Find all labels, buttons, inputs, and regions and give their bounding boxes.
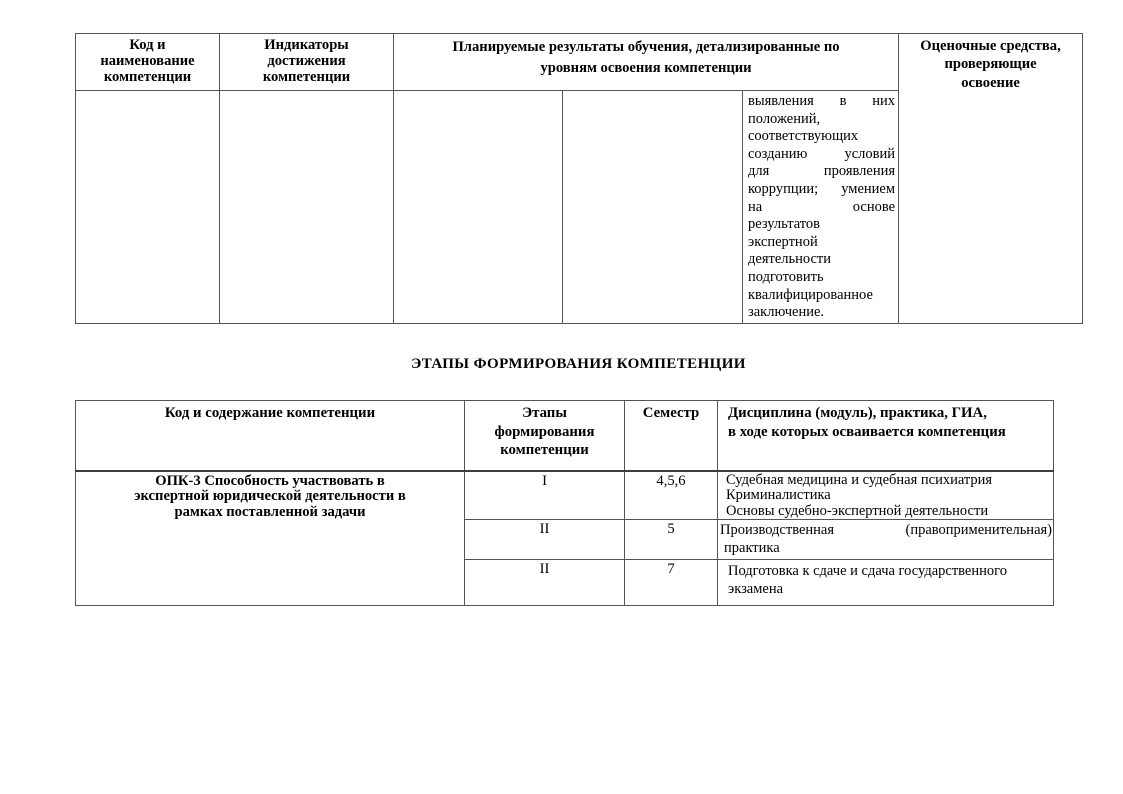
header-line: в ходе которых осваивается компетенция: [728, 423, 1006, 440]
competency-line: рамках поставленной задачи: [174, 504, 366, 521]
header-line: компетенции: [500, 442, 589, 459]
result-text-cell: [743, 91, 899, 324]
stage-cell: I: [465, 471, 625, 520]
competency-stages-table: [75, 400, 1054, 606]
header-line: Индикаторы: [264, 37, 349, 53]
header-discipline: [718, 401, 1054, 471]
result-line: заключение.: [748, 304, 825, 321]
header-line: Этапы: [522, 405, 567, 421]
result-line: коррупции; умением: [748, 180, 896, 197]
result-line: созданию условий: [748, 145, 896, 162]
header-code-content: [76, 401, 465, 471]
result-line: для проявления: [748, 163, 896, 180]
empty-cell-level-2: [563, 91, 743, 324]
competency-cell: [76, 471, 465, 606]
result-line: экспертной: [748, 233, 818, 250]
header-line: уровням освоения компетенции: [540, 60, 752, 76]
stage-cell: II: [465, 520, 625, 560]
header-line: компетенции: [103, 69, 192, 85]
header-indicators: [220, 34, 394, 91]
discipline-line: Производственная (правоприменительная): [720, 522, 1052, 539]
discipline-line: экзамена: [728, 580, 784, 597]
header-line: освоение: [961, 74, 1020, 91]
stage-cell: II: [465, 560, 625, 606]
competency-results-table: [75, 33, 1083, 324]
empty-cell-indicators: [220, 91, 394, 324]
result-line: выявления в них: [748, 93, 896, 109]
header-assessment-tools: [899, 34, 1083, 324]
competency-line: ОПК-3 Способность участвовать в: [155, 472, 385, 489]
header-line: Дисциплина (модуль), практика, ГИА,: [728, 405, 987, 421]
discipline-line: Судебная медицина и судебная психиатрия: [726, 471, 993, 488]
result-line: подготовить: [748, 268, 824, 285]
discipline-cell: [718, 520, 1054, 560]
discipline-line: Основы судебно-экспертной деятельности: [726, 502, 989, 519]
header-stages: [465, 401, 625, 471]
header-line: формирования: [494, 423, 595, 440]
header-line: Код и: [129, 37, 166, 53]
result-line: на основе: [748, 198, 896, 215]
competency-line: экспертной юридической деятельности в: [134, 488, 406, 505]
header-line: проверяющие: [944, 56, 1037, 73]
empty-cell-level-1: [394, 91, 563, 324]
semester-cell: 5: [625, 520, 718, 560]
discipline-line: практика: [724, 539, 780, 556]
discipline-cell: [718, 560, 1054, 606]
result-line: соответствующих: [748, 128, 859, 145]
header-line: Планируемые результаты обучения, детализированные по: [452, 39, 840, 55]
header-code-name-competency: [76, 34, 220, 91]
header-line: Код и содержание компетенции: [164, 405, 376, 421]
result-line: положений,: [748, 110, 821, 127]
result-line: деятельности: [748, 251, 832, 268]
discipline-line: Криминалистика: [726, 487, 831, 504]
semester-cell: 7: [625, 560, 718, 606]
header-line: наименование: [100, 53, 195, 69]
discipline-cell: [718, 471, 1054, 520]
header-semester: [625, 401, 718, 471]
header-line: Семестр: [642, 405, 700, 421]
empty-cell-code: [76, 91, 220, 324]
header-planned-results: [394, 34, 899, 91]
result-line: результатов: [748, 216, 821, 233]
semester-cell: 4,5,6: [625, 471, 718, 520]
header-line: компетенции: [262, 69, 351, 85]
header-line: Оценочные средства,: [920, 38, 1061, 54]
header-line: достижения: [267, 53, 346, 69]
discipline-line: Подготовка к сдаче и сдача государственного: [728, 563, 1007, 580]
section-heading: ЭТАПЫ ФОРМИРОВАНИЯ КОМПЕТЕНЦИИ: [411, 356, 746, 372]
result-line: квалифицированное: [748, 286, 873, 303]
